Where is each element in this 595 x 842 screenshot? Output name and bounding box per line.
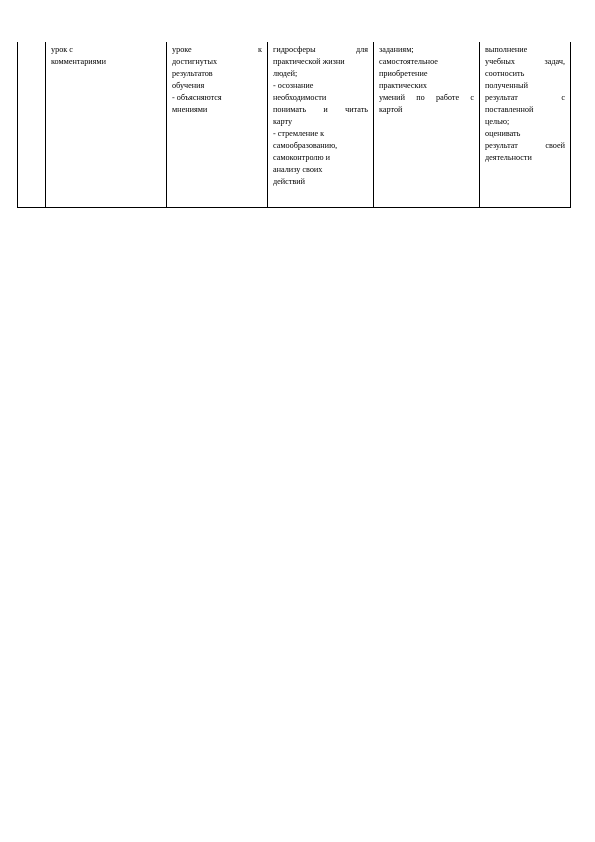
cell-text-line: мнениями [172, 105, 208, 114]
cell-text-line: самообразованию, [273, 141, 338, 150]
table-cell-lesson-type [46, 42, 167, 208]
table-cell-number [18, 42, 46, 208]
cell-text-line: урок с [51, 45, 73, 54]
cell-text-line: соотносить [485, 69, 525, 78]
cell-text-line: карту [273, 117, 293, 126]
cell-text-line: - осознание [273, 81, 314, 90]
cell-text-line: практической жизни [273, 57, 345, 66]
cell-text-line: достигнутых [172, 57, 218, 66]
cell-text-line: анализу своих [273, 165, 323, 174]
table-row [18, 42, 571, 208]
cell-text-line: полученный [485, 81, 528, 90]
cell-text-line: приобретение [379, 69, 428, 78]
table-cell-reflection [167, 42, 268, 208]
cell-text-line: учебных задач, [485, 57, 565, 66]
cell-text-line: самоконтролю и [273, 153, 331, 162]
cell-text-line: целью; [485, 117, 510, 126]
cell-text-line: необходимости [273, 93, 327, 102]
cell-text-line: умений по работе с [379, 93, 474, 102]
lesson-plan-table [17, 42, 571, 208]
cell-text-line: результат своей [485, 141, 565, 150]
cell-text-line: - объясняются [172, 93, 222, 102]
cell-text-line: практических [379, 81, 427, 90]
cell-text-line: результат с [485, 93, 565, 102]
cell-text-line: оценивать [485, 129, 521, 138]
cell-text-line: обучения [172, 81, 205, 90]
cell-text-line: комментариями [51, 57, 106, 66]
cell-text-line: выполнение [485, 45, 528, 54]
cell-text-line: - стремление к [273, 129, 325, 138]
cell-text-line: деятельности [485, 153, 532, 162]
cell-text-line: результатов [172, 69, 213, 78]
cell-text-line: картой [379, 105, 403, 114]
cell-text-line: уроке к [172, 45, 262, 54]
cell-text-line: самостоятельное [379, 57, 438, 66]
cell-text-line: заданиям; [379, 45, 414, 54]
table-cell-subject-results [374, 42, 480, 208]
cell-text-line: людей; [273, 69, 298, 78]
cell-text-line: понимать и читать [273, 105, 368, 114]
cell-text-line: действий [273, 177, 306, 186]
table-cell-personal-results [268, 42, 374, 208]
cell-text-line: гидросферы для [273, 45, 368, 54]
cell-text-line: поставленной [485, 105, 534, 114]
table-cell-meta-results [480, 42, 571, 208]
